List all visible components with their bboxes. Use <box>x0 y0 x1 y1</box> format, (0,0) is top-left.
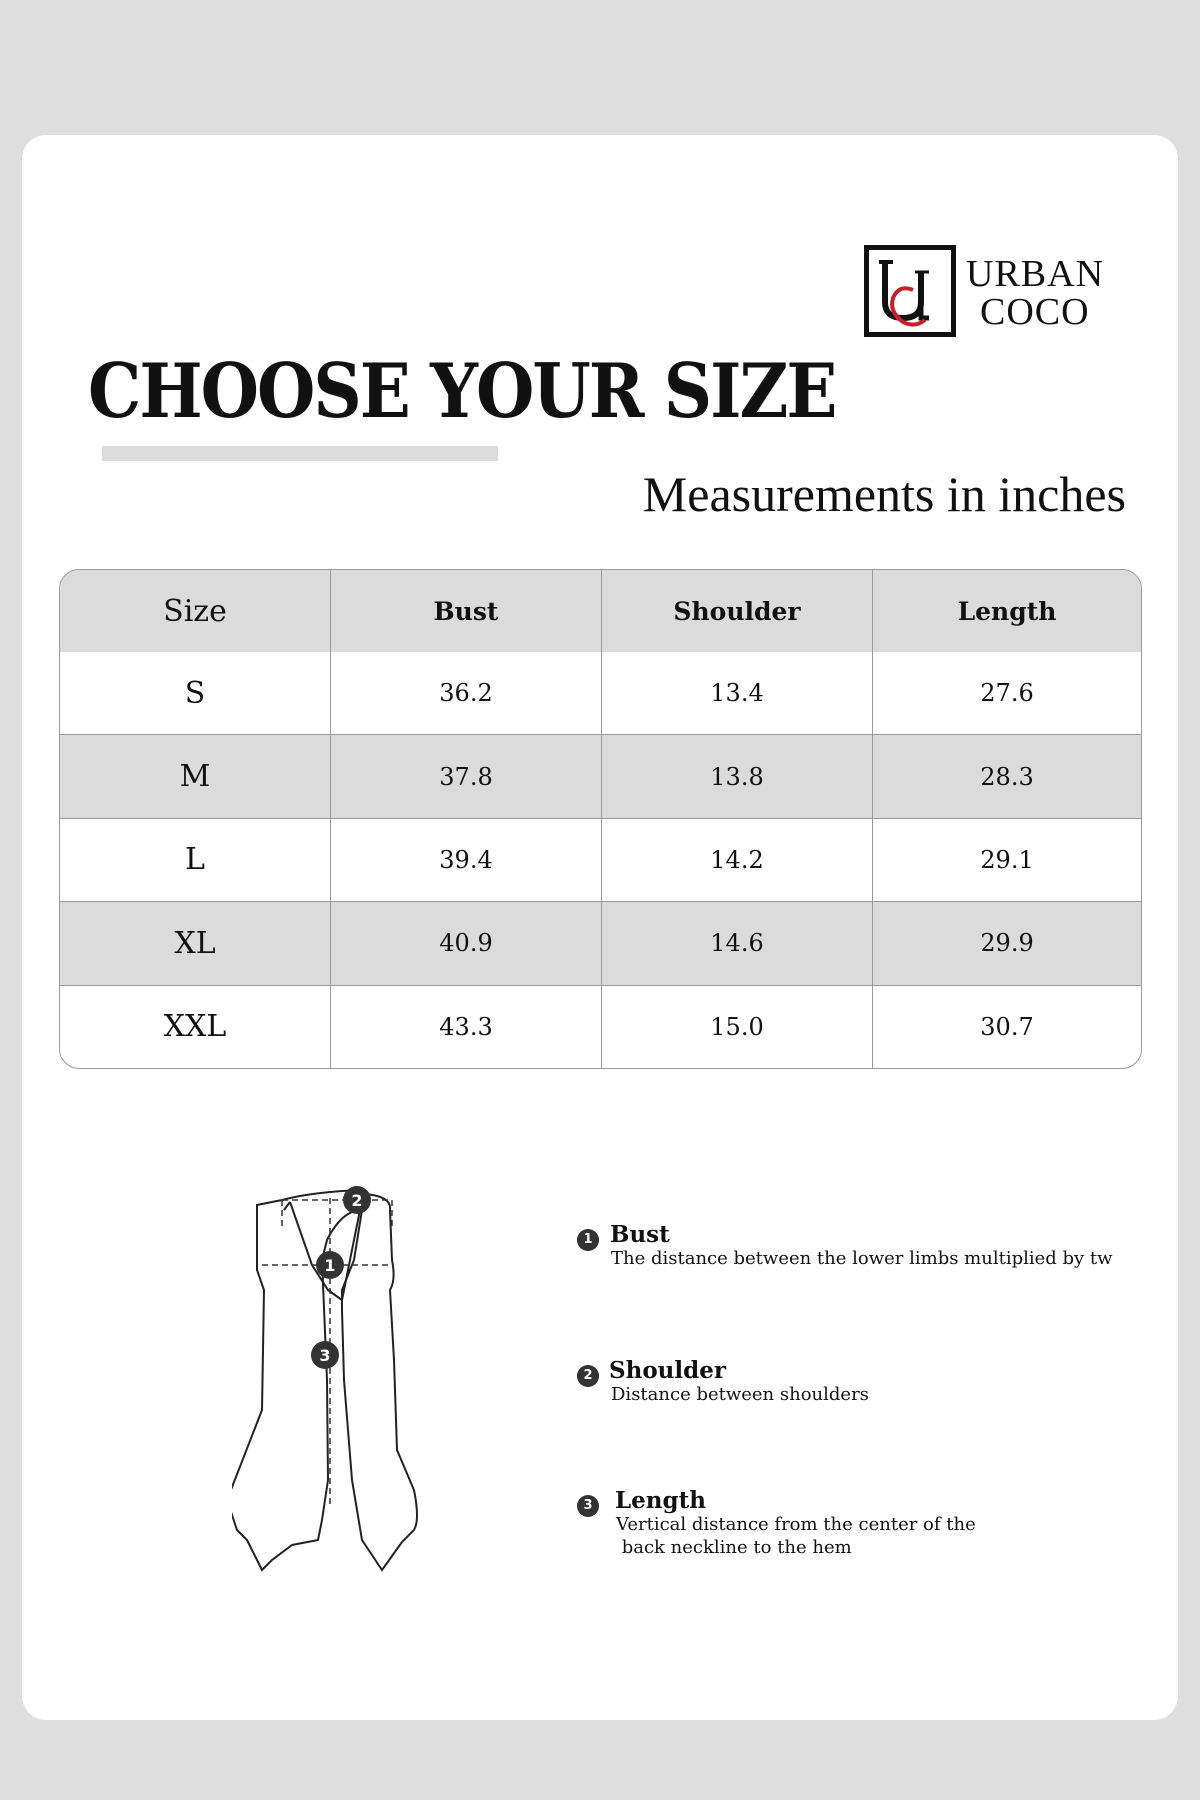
column-header-size: Size <box>60 570 331 652</box>
monogram-logo <box>864 245 956 337</box>
cell-size: XL <box>60 902 331 985</box>
cell-shoulder: 13.8 <box>602 735 873 818</box>
legend-title: Shoulder <box>609 1357 726 1384</box>
column-header-shoulder: Shoulder <box>602 570 873 652</box>
column-header-bust: Bust <box>331 570 602 652</box>
brand-name-line1: URBAN <box>966 253 1105 295</box>
diagram-marker-3 <box>311 1341 339 1369</box>
table-row <box>60 819 1141 902</box>
legend-number-badge: 3 <box>577 1495 599 1517</box>
title-underline <box>102 446 498 461</box>
cell-bust: 39.4 <box>331 819 602 902</box>
table-row <box>60 652 1141 735</box>
vest-collar <box>284 1202 360 1300</box>
vest-outline <box>232 1190 417 1570</box>
cell-length: 30.7 <box>980 1012 1034 1041</box>
cell-length: 29.9 <box>873 902 1141 985</box>
vest-measurement-diagram <box>232 1180 492 1760</box>
cell-bust: 43.3 <box>331 986 602 1068</box>
legend-number-badge: 2 <box>577 1365 599 1387</box>
legend-description: Distance between shoulders <box>611 1384 869 1405</box>
cell-bust: 36.2 <box>331 652 602 735</box>
svg-text:2: 2 <box>351 1191 363 1210</box>
column-header-length: Length <box>873 570 1141 652</box>
legend-number-badge: 1 <box>577 1229 599 1251</box>
svg-text:3: 3 <box>319 1346 331 1365</box>
cell-shoulder: 13.4 <box>602 652 873 735</box>
diagram-marker-2 <box>343 1186 371 1214</box>
cell-shoulder: 14.2 <box>602 819 873 902</box>
table-row <box>60 902 1141 985</box>
cell-length: 28.3 <box>873 735 1141 818</box>
size-chart-table <box>59 569 1142 1069</box>
measurement-unit-subtitle: Measurements in inches <box>642 466 1126 522</box>
cell-bust: 37.8 <box>331 735 602 818</box>
cell-size: M <box>60 735 331 818</box>
cell-length: 27.6 <box>873 652 1141 735</box>
cell-shoulder: 14.6 <box>602 902 873 985</box>
diagram-marker-1 <box>316 1251 344 1279</box>
legend-description-line2: back neckline to the hem <box>616 1537 852 1558</box>
brand-name-line2: COCO <box>980 291 1090 333</box>
cell-size: L <box>60 819 331 902</box>
brand-logo <box>862 245 1105 345</box>
legend-title: Bust <box>610 1221 670 1248</box>
page-title: CHOOSE YOUR SIZE <box>88 346 836 435</box>
legend-title: Length <box>615 1487 706 1514</box>
size-guide-card <box>22 135 1178 1720</box>
cell-shoulder: 15.0 <box>602 986 873 1068</box>
cell-size: S <box>60 652 331 735</box>
legend-description: The distance between the lower limbs multiplied by tw <box>611 1248 1113 1269</box>
table-row <box>60 735 1141 818</box>
svg-text:1: 1 <box>324 1256 336 1275</box>
legend-description: Vertical distance from the center of the <box>616 1514 976 1535</box>
cell-bust: 40.9 <box>331 902 602 985</box>
cell-length: 29.1 <box>873 819 1141 902</box>
table-header-row <box>60 570 1141 652</box>
brand-name <box>966 255 1104 331</box>
cell-size: XXL <box>60 986 331 1068</box>
table-row <box>60 986 1141 1068</box>
